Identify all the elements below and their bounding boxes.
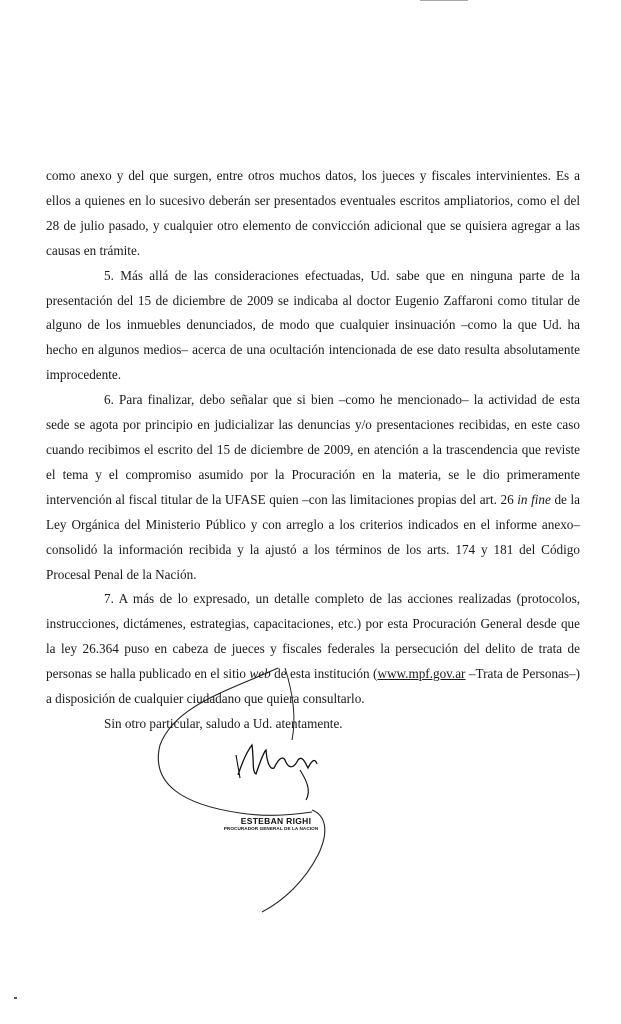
paragraph-7-end: –Trata de Personas–) a disposición de cualquier ciudadano que quiera consultarlo. — [46, 666, 581, 707]
web-italic: web — [249, 666, 271, 682]
paragraph-5: 5. Más allá de las consideraciones efectuadas, Ud. sabe que en ninguna parte de la presentación del 15 de diciembre de 2009 se indicaba al doctor Eugenio Zaffaroni como titular de alguno de los inmuebles denunciados, de modo que cualquier insinuación –como la que Ud. ha hecho en algunos medios– acerca de una ocultación intencionada de ese dato resulta absolutamente improcedente. — [46, 267, 580, 383]
paragraph-6 — [46, 388, 580, 587]
paragraph-continuation: como anexo y del que surgen, entre otros muchos datos, los jueces y fiscales intervinientes. Es a ellos a quienes en lo sucesivo deberán ser presentados eventuales escritos ampliatorios, como el del 28 de julio pasado, y cualquier otro elemento de convicción adicional que se quisiera agregar a las causas en trámite. — [46, 168, 580, 258]
paragraph-6-text: 6. Para finalizar, debo señalar que si bien –como he mencionado– la actividad de esta sede se agota por principio en judicializar las denuncias y/o presentaciones recibidas, en este caso cuando recibimos el escrito del 15 de diciembre de 2009, en atención a la trascendencia que reviste el tema y el compromiso asumido por la Procuración en la materia, se le dio primeramente intervención al fiscal titular de la UFASE quien –con las limitaciones propias del art. — [46, 392, 580, 507]
article-number: 26 — [500, 491, 514, 507]
mpf-website-link[interactable]: www.mpf.gov.ar — [377, 666, 466, 682]
paragraph-7-text: 7. A más de lo expresado, un detalle completo de las acciones realizadas (protocolos, instrucciones, dictámenes, estrategias, capacitaciones, etc.) por esta Procuración General desde que la ley 26.364 puso en cabeza de jueces y fiscales federales la persecución del delito de trata de personas se halla publicado en el sitio — [46, 591, 580, 682]
in-fine-italic: in fine — [517, 491, 551, 507]
letter-body — [46, 164, 580, 737]
paragraph-7-mid: de esta institución ( — [274, 666, 378, 682]
signer-name: ESTEBAN RIGHI — [240, 816, 312, 826]
top-edge-line — [420, 0, 468, 1]
margin-mark — [14, 997, 17, 999]
signer-block — [223, 816, 326, 831]
closing-salutation: Sin otro particular, saludo a Ud. atentamente. — [104, 715, 343, 731]
paragraph-7 — [46, 587, 580, 712]
paragraph-6-end: de la Ley Orgánica del Ministerio Público y con arreglo a los criterios indicados en el informe anexo– consolidó la información recibida y la ajustó a los términos de los arts. 174 y 181 del Código Procesal Penal de la Nación. — [46, 491, 580, 582]
signer-title: PROCURADOR GENERAL DE LA NACION — [223, 826, 319, 831]
